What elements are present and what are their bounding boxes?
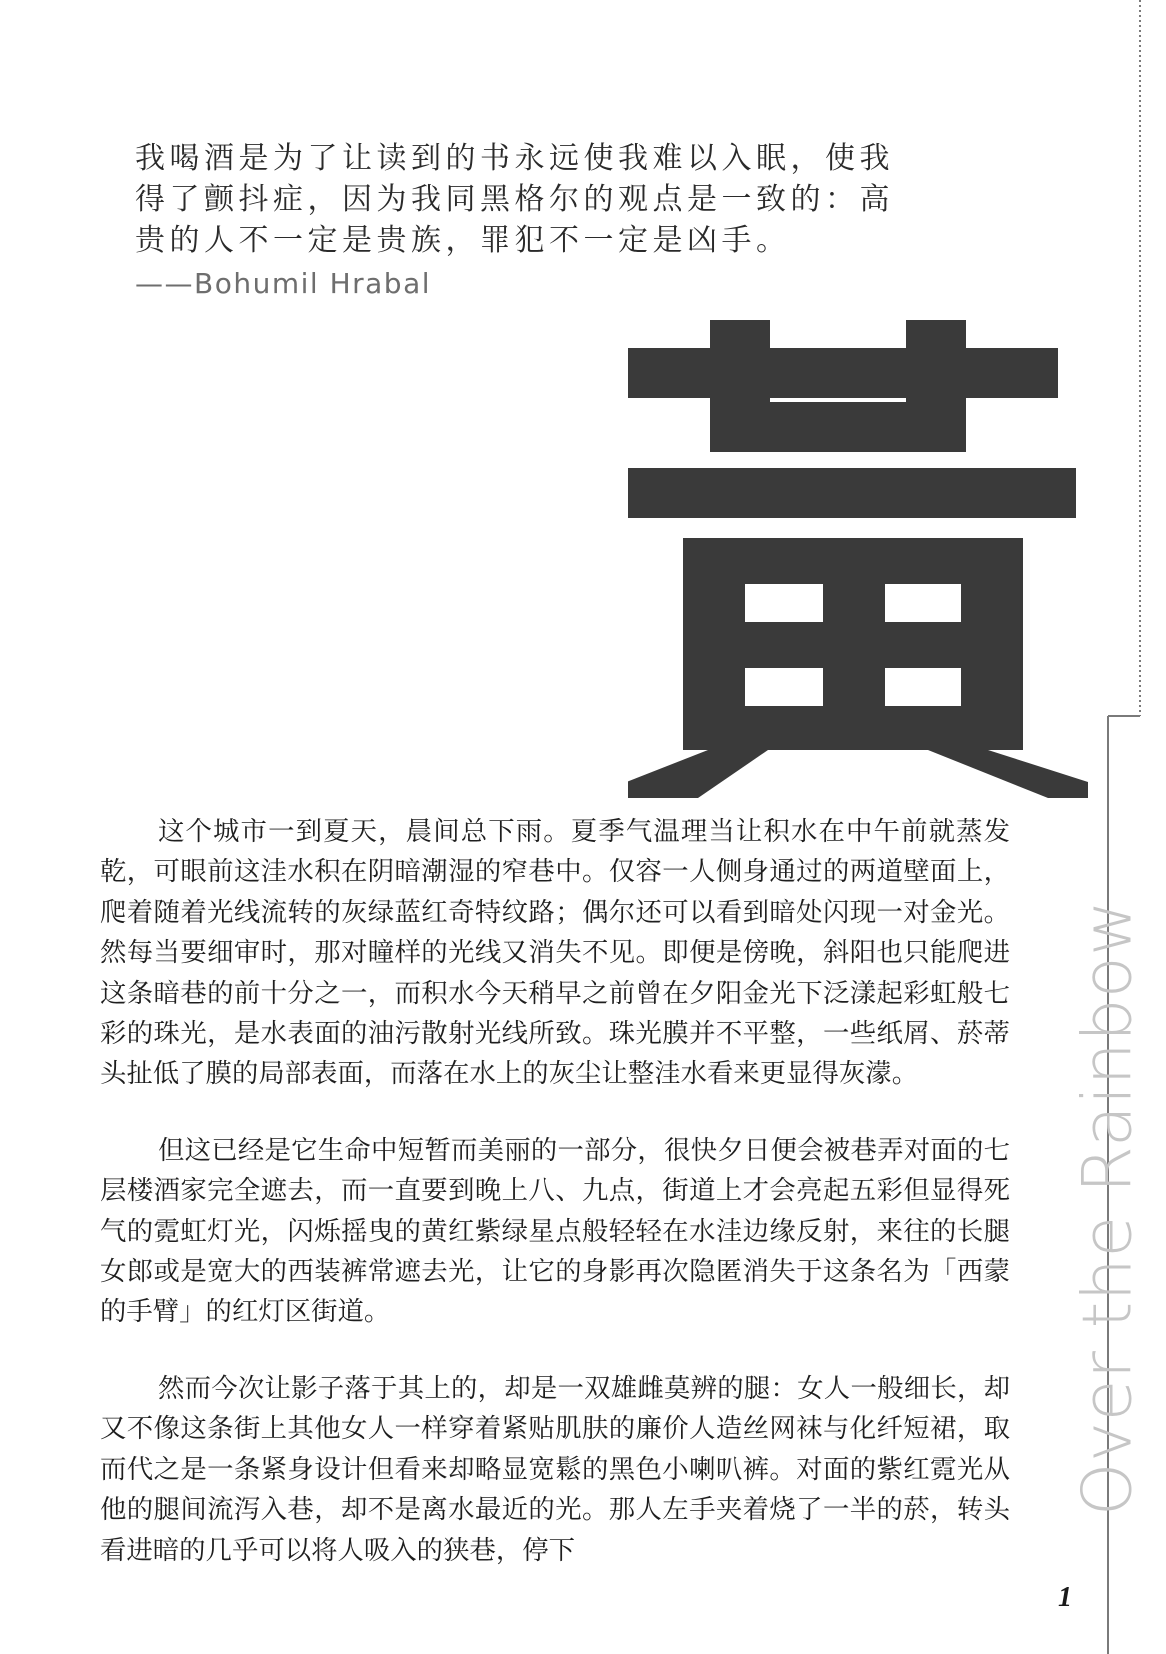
- epigraph-line-1: 我喝酒是为了让读到的书永远使我难以入眠，使我: [135, 141, 894, 176]
- epigraph-line-3: 贵的人不一定是贵族，罪犯不一定是凶手。: [135, 223, 791, 258]
- body-paragraph-3: 然而今次让影子落于其上的，却是一双雄雌莫辨的腿：女人一般细长，却又不像这条街上其他女人一样穿着紧贴肌肤的廉价人造丝网袜与化纤短裙，取而代之是一条紧身设计但看来却略显宽鬆的黑色小喇叭裤。对面的紫红霓光从他的腿间流泻入巷，却不是离水最近的光。那人左手夹着烧了一半的菸，转头看进暗的几乎可以将人吸入的狭巷，停下: [100, 1372, 1010, 1566]
- glyph-stroke: [628, 468, 1076, 518]
- vertical-title: Over the Rainbow: [1068, 899, 1148, 1517]
- epigraph: [135, 138, 894, 300]
- glyph-stroke: [823, 538, 885, 750]
- epigraph-author: ——Bohumil Hrabal: [135, 267, 432, 300]
- glyph-stroke: [710, 402, 966, 452]
- glyph-stroke: [928, 750, 1088, 798]
- page-number: 1: [1058, 1582, 1072, 1613]
- body-paragraph-1: 这个城市一到夏天，晨间总下雨。夏季气温理当让积水在中午前就蒸发乾，可眼前这洼水积在阴暗潮湿的窄巷中。仅容一人侧身通过的两道壁面上，爬着随着光线流转的灰绿蓝红奇特纹路；偶尔还可以看到暗处闪现一对金光。然每当要细审时，那对瞳样的光线又消失不见。即便是傍晚，斜阳也只能爬进这条暗巷的前十分之一，而积水今天稍早之前曾在夕阳金光下泛漾起彩虹般七彩的珠光，是水表面的油污散射光线所致。珠光膜并不平整，一些纸屑、菸蒂头扯低了膜的局部表面，而落在水上的灰尘让整洼水看来更显得灰濛。: [100, 816, 1010, 1090]
- decorative-huang-glyph: [628, 320, 1128, 800]
- glyph-stroke: [628, 348, 1058, 398]
- glyph-stroke: [628, 750, 768, 798]
- epigraph-line-2: 得了颤抖症，因为我同黑格尔的观点是一致的：高: [135, 182, 894, 217]
- body-text: [100, 812, 1010, 1607]
- body-paragraph-2: 但这已经是它生命中短暂而美丽的一部分，很快夕日便会被巷弄对面的七层楼酒家完全遮去，而一直要到晚上八、九点，街道上才会亮起五彩但显得死气的霓虹灯光，闪烁摇曳的黄红紫绿星点般轻轻在水洼边缘反射，来往的长腿女郎或是宽大的西装裤常遮去光，让它的身影再次隐匿消失于这条名为「西蒙的手臂」的红灯区街道。: [100, 1134, 1010, 1328]
